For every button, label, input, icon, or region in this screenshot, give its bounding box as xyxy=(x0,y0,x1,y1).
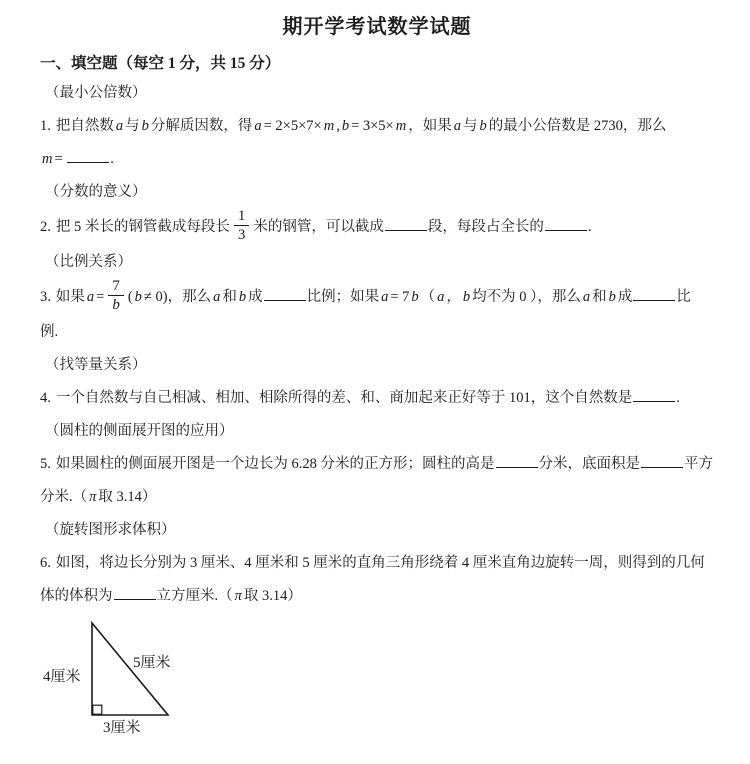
question-number: 3. xyxy=(40,288,51,305)
math-run: = 7 xyxy=(390,288,410,305)
text-run: ，那么 xyxy=(167,288,212,305)
fraction-denominator: b xyxy=(108,295,124,314)
text-run: 体的体积为 xyxy=(40,588,113,604)
math-run: ( xyxy=(127,288,133,305)
text-run: . xyxy=(110,151,114,167)
text-run: 把 5 米长的钢管截成每段长 xyxy=(55,218,230,235)
fraction-denominator: 3 xyxy=(234,225,250,244)
math-var-b: b xyxy=(411,288,419,305)
text-run: 和 xyxy=(592,288,607,305)
blank-underline xyxy=(633,388,675,402)
blank-underline xyxy=(496,454,538,468)
text-run: 米的钢管，可以截成 xyxy=(253,218,384,235)
question-2 xyxy=(40,209,714,246)
math-var-a: a xyxy=(582,288,591,305)
math-var-pi: π xyxy=(89,489,97,505)
text-run: ， xyxy=(446,288,461,305)
text-run: 分米.（ xyxy=(40,489,88,505)
math-var-a: a xyxy=(115,118,124,134)
hint-q4: （找等量关系） xyxy=(45,357,147,373)
text-run: 和 xyxy=(222,288,237,305)
question-1 xyxy=(40,110,714,176)
question-number: 6. xyxy=(40,555,51,571)
text-run: 均不为 0 ），那么 xyxy=(472,288,581,305)
page-title: 期开学考试数学试题 xyxy=(282,16,472,38)
blank-underline xyxy=(67,149,109,163)
text-run: 平方 xyxy=(684,456,713,472)
math-var-a: a xyxy=(453,118,461,134)
math-run: = xyxy=(54,151,63,167)
text-run: 例. xyxy=(40,324,59,340)
question-number: 4. xyxy=(40,390,51,406)
figure-container xyxy=(40,617,714,742)
math-var-a: a xyxy=(381,288,389,305)
text-run: 成 xyxy=(617,288,633,305)
question-4 xyxy=(40,382,714,415)
blank-underline xyxy=(114,586,156,600)
label-bottom-side-3cm: 3厘米 xyxy=(103,720,141,736)
math-var-b: b xyxy=(341,118,350,134)
hint-q6: （旋转图形求体积） xyxy=(45,522,176,538)
text-run: 成 xyxy=(248,288,263,305)
question-number: 1. xyxy=(40,118,51,134)
math-run: = 3×5× xyxy=(351,118,394,134)
text-run: 如果 xyxy=(55,288,85,305)
hint-q1: （最小公倍数） xyxy=(45,85,147,101)
text-run: 分解质因数，得 xyxy=(150,118,253,134)
math-var-a: a xyxy=(86,288,95,305)
question-3 xyxy=(40,279,714,349)
math-var-pi: π xyxy=(234,588,242,604)
text-run: 取 3.14） xyxy=(243,588,302,604)
section-heading: 一、填空题（每空 1 分，共 15 分） xyxy=(40,55,281,72)
fraction-numerator: 1 xyxy=(237,208,246,224)
math-var-b: b xyxy=(479,118,487,134)
text-run: 分米，底面积是 xyxy=(538,456,640,472)
right-angle-mark xyxy=(93,705,102,714)
text-run: 的最小公倍数是 2730，那么 xyxy=(488,118,667,134)
question-number: 5. xyxy=(40,456,51,472)
inverse-proportion-formula xyxy=(85,278,168,313)
prime-factorization-formula xyxy=(252,118,408,134)
text-run: . xyxy=(676,390,680,406)
text-run: 如果圆柱的侧面展开图是一个边长为 6.28 分米的正方形；圆柱的高是 xyxy=(55,456,495,472)
math-var-a: a xyxy=(437,288,445,305)
question-5 xyxy=(40,448,714,514)
math-var-a: a xyxy=(254,118,262,134)
triangle-figure xyxy=(40,617,250,737)
hint-q3: （比例关系） xyxy=(45,254,132,270)
math-var-b: b xyxy=(238,288,247,305)
fraction-one-third xyxy=(234,207,250,244)
blank-underline xyxy=(633,287,675,301)
direct-proportion-formula xyxy=(379,289,421,305)
text-run: 与 xyxy=(462,118,478,134)
text-run: 段，每段占全长的 xyxy=(427,218,544,235)
text-run: ，如果 xyxy=(408,118,452,134)
math-var-b: b xyxy=(608,288,616,305)
blank-underline xyxy=(545,217,587,231)
text-run: 把自然数 xyxy=(55,118,114,134)
blank-underline xyxy=(385,217,427,231)
hint-q5: （圆柱的侧面展开图的应用） xyxy=(45,423,234,439)
hint-q2: （分数的意义） xyxy=(45,184,147,200)
text-run: 立方厘米.（ xyxy=(156,588,233,604)
math-var-m: m xyxy=(42,151,53,167)
math-run: = xyxy=(96,288,105,305)
math-run: , xyxy=(336,118,340,134)
label-left-side-4cm: 4厘米 xyxy=(43,669,81,685)
text-run: 比 xyxy=(676,288,691,305)
math-run: ≠ 0) xyxy=(143,288,168,305)
math-var-b: b xyxy=(462,288,471,305)
text-run: . xyxy=(587,218,592,235)
blank-underline xyxy=(641,454,683,468)
math-var-m: m xyxy=(323,118,335,134)
math-var-b: b xyxy=(141,118,149,134)
question-6 xyxy=(40,547,714,613)
label-hypotenuse-5cm: 5厘米 xyxy=(133,655,171,671)
text-run: 如图，将边长分别为 3 厘米、4 厘米和 5 厘米的直角三角形绕着 4 厘米直角边旋转一周，则得到的几何 xyxy=(55,555,705,571)
blank-underline xyxy=(264,287,306,301)
fraction-numerator: 7 xyxy=(112,278,120,294)
text-run: 比例；如果 xyxy=(306,288,380,305)
question-number: 2. xyxy=(40,218,51,235)
math-run: = 2×5×7× xyxy=(263,118,322,134)
fraction-seven-over-b xyxy=(108,277,124,314)
math-var-b: b xyxy=(134,288,142,305)
text-run: （ xyxy=(420,288,436,305)
math-var-m: m xyxy=(395,118,407,134)
text-run: 一个自然数与自己相减、相加、相除所得的差、和、商加起来正好等于 101，这个自然数是 xyxy=(55,390,633,406)
text-run: 与 xyxy=(125,118,140,134)
text-run: 取 3.14） xyxy=(98,489,157,505)
math-var-a: a xyxy=(213,288,221,305)
